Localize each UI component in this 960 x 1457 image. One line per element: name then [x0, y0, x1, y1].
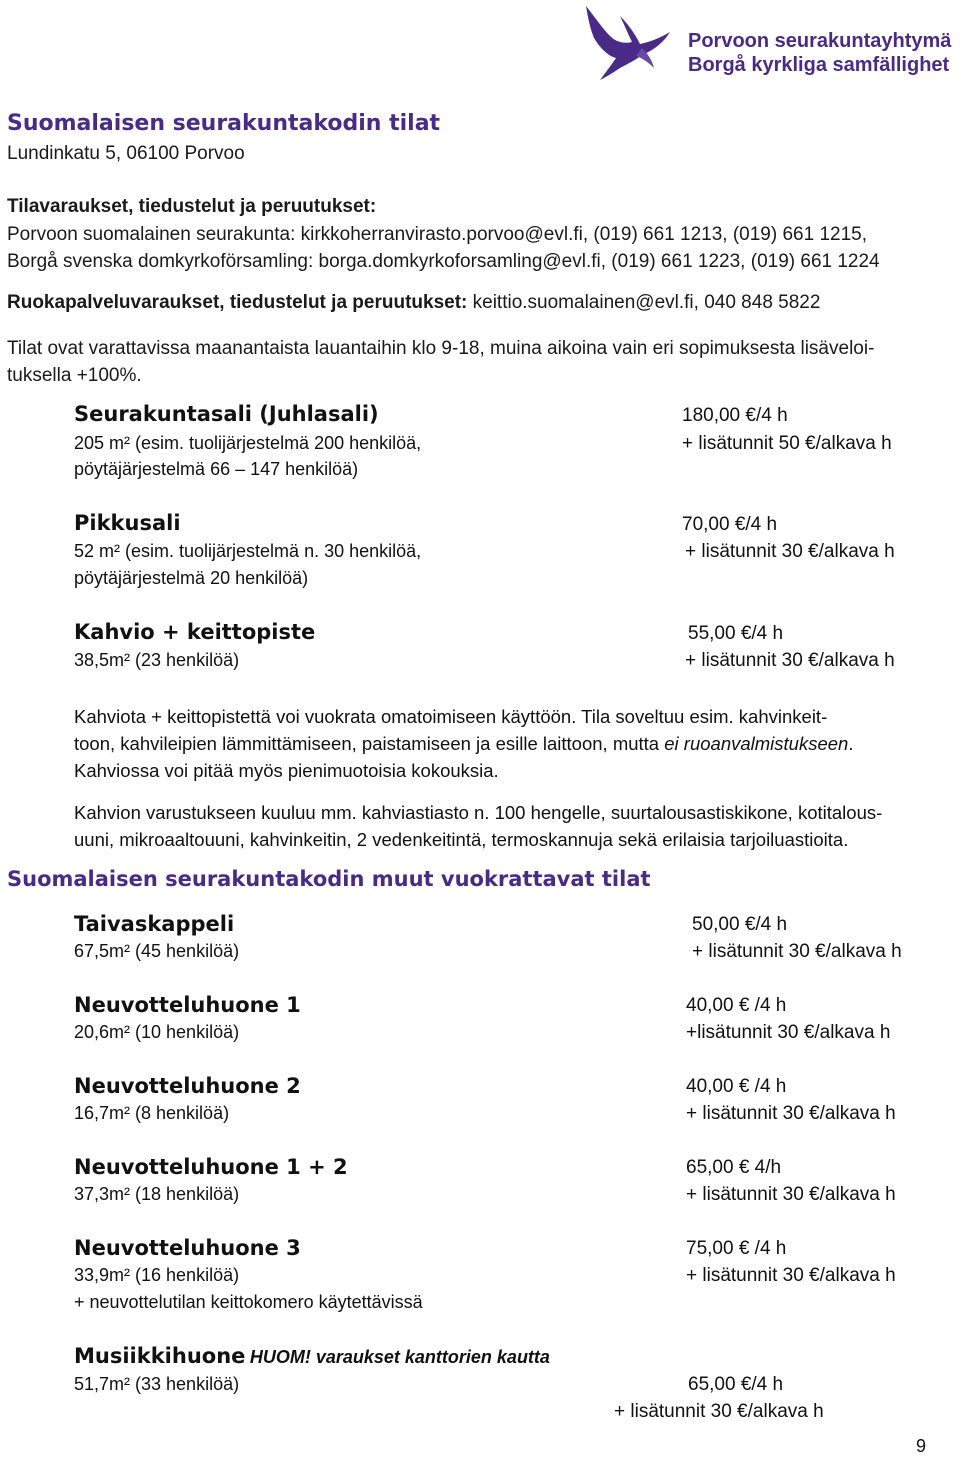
- page-number: 9: [916, 1436, 927, 1456]
- room-name: Neuvotteluhuone 3: [74, 1236, 301, 1260]
- logo: [580, 2, 960, 82]
- room-extra-price: + lisätunnit 30 €/alkava h: [685, 650, 895, 671]
- room-price: 75,00 € /4 h: [686, 1238, 787, 1259]
- logo-line2: Borgå kyrkliga samfällighet: [688, 54, 950, 76]
- room-detail: 51,7m² (33 henkilöä): [74, 1374, 240, 1394]
- room-extra-price: + lisätunnit 30 €/alkava h: [614, 1401, 824, 1422]
- kahvio-equipment-line: uuni, mikroaaltouuni, kahvinkeitin, 2 vedenkeitintä, termoskannuja sekä erilaisia tarjoiluastioita.: [74, 829, 849, 850]
- room-name: Kahvio + keittopiste: [74, 620, 316, 644]
- logo-line1: Porvoon seurakuntayhtymä: [688, 30, 952, 52]
- room-name: Neuvotteluhuone 1 + 2: [74, 1155, 348, 1179]
- room-price: 65,00 €/4 h: [688, 1374, 784, 1395]
- room-extra-price: + lisätunnit 30 €/alkava h: [686, 1265, 896, 1286]
- text-segment: .: [848, 733, 854, 754]
- room-extra-price: + lisätunnit 30 €/alkava h: [692, 941, 902, 962]
- catering-contact: [7, 289, 820, 316]
- room-detail: 67,5m² (45 henkilöä): [74, 941, 240, 961]
- room-extra-price: + lisätunnit 30 €/alkava h: [686, 1103, 896, 1124]
- room-detail: + neuvottelutilan keittokomero käytettävissä: [74, 1292, 423, 1312]
- kahvio-description-line: Kahviota + keittopistettä voi vuokrata omatoimiseen käyttöön. Tila soveltuu esim. kahvinkeit-: [74, 706, 828, 727]
- kahvio-description-line: Kahviossa voi pitää myös pienimuotoisia kokouksia.: [74, 760, 499, 781]
- dove-icon: [580, 2, 682, 82]
- room-price: 65,00 € 4/h: [686, 1157, 782, 1178]
- catering-value: keittio.suomalainen@evl.fi, 040 848 5822: [467, 292, 821, 313]
- room-name: Neuvotteluhuone 2: [74, 1074, 301, 1098]
- emphasis-text: ei ruoanvalmistukseen: [664, 733, 849, 754]
- kahvio-description-line: [74, 730, 853, 757]
- section-heading: Suomalaisen seurakuntakodin muut vuokrattavat tilat: [7, 867, 651, 891]
- music-room-note: HUOM! varaukset kanttorien kautta: [249, 1347, 550, 1367]
- room-price: 50,00 €/4 h: [692, 914, 788, 935]
- contacts-heading: Tilavaraukset, tiedustelut ja peruutukset:: [7, 196, 377, 217]
- room-extra-price: + lisätunnit 50 €/alkava h: [682, 433, 892, 454]
- room-price: 70,00 €/4 h: [682, 514, 778, 535]
- room-name: Neuvotteluhuone 1: [74, 993, 301, 1017]
- room-detail: 16,7m² (8 henkilöä): [74, 1103, 230, 1123]
- room-price: 55,00 €/4 h: [688, 623, 784, 644]
- room-detail: 52 m² (esim. tuolijärjestelmä n. 30 henkilöä,: [74, 541, 422, 561]
- room-name: Musiikkihuone: [74, 1344, 246, 1368]
- room-price: 40,00 € /4 h: [686, 995, 787, 1016]
- music-room-title: [74, 1344, 550, 1368]
- contacts-line2: Borgå svenska domkyrkoförsamling: borga.domkyrkoforsamling@evl.fi, (019) 661 1223, (019) 661 1224: [7, 251, 880, 272]
- room-name: Taivaskappeli: [74, 912, 235, 936]
- page-title: Suomalaisen seurakuntakodin tilat: [7, 111, 441, 136]
- room-name: Seurakuntasali (Juhlasali): [74, 402, 379, 426]
- room-extra-price: + lisätunnit 30 €/alkava h: [686, 1184, 896, 1205]
- availability-line1: Tilat ovat varattavissa maanantaista lauantaihin klo 9-18, muina aikoina vain eri sopimuksesta lisäveloi-: [7, 338, 875, 359]
- room-extra-price: + lisätunnit 30 €/alkava h: [685, 541, 895, 562]
- address: Lundinkatu 5, 06100 Porvoo: [7, 143, 245, 164]
- room-extra-price: +lisätunnit 30 €/alkava h: [686, 1022, 891, 1043]
- room-detail: 37,3m² (18 henkilöä): [74, 1184, 240, 1204]
- room-name: Pikkusali: [74, 511, 181, 535]
- room-detail: 38,5m² (23 henkilöä): [74, 650, 240, 670]
- room-detail: 20,6m² (10 henkilöä): [74, 1022, 240, 1042]
- kahvio-equipment-line: Kahvion varustukseen kuuluu mm. kahviastiasto n. 100 hengelle, suurtalousastiskikone, kotitalous-: [74, 802, 883, 823]
- room-price: 40,00 € /4 h: [686, 1076, 787, 1097]
- room-detail: 33,9m² (16 henkilöä): [74, 1265, 240, 1285]
- room-price: 180,00 €/4 h: [682, 405, 788, 426]
- room-detail: 205 m² (esim. tuolijärjestelmä 200 henkilöä,: [74, 433, 422, 453]
- catering-label: Ruokapalveluvaraukset, tiedustelut ja peruutukset:: [7, 292, 468, 313]
- text-segment: toon, kahvileipien lämmittämiseen, paistamiseen ja esille laittoon, mutta: [74, 733, 665, 754]
- room-detail: pöytäjärjestelmä 66 – 147 henkilöä): [74, 459, 359, 479]
- contacts-line1: Porvoon suomalainen seurakunta: kirkkoherranvirasto.porvoo@evl.fi, (019) 661 1213, (019) 661 1215,: [7, 224, 868, 245]
- room-detail: pöytäjärjestelmä 20 henkilöä): [74, 568, 309, 588]
- availability-line2: tuksella +100%.: [7, 365, 142, 386]
